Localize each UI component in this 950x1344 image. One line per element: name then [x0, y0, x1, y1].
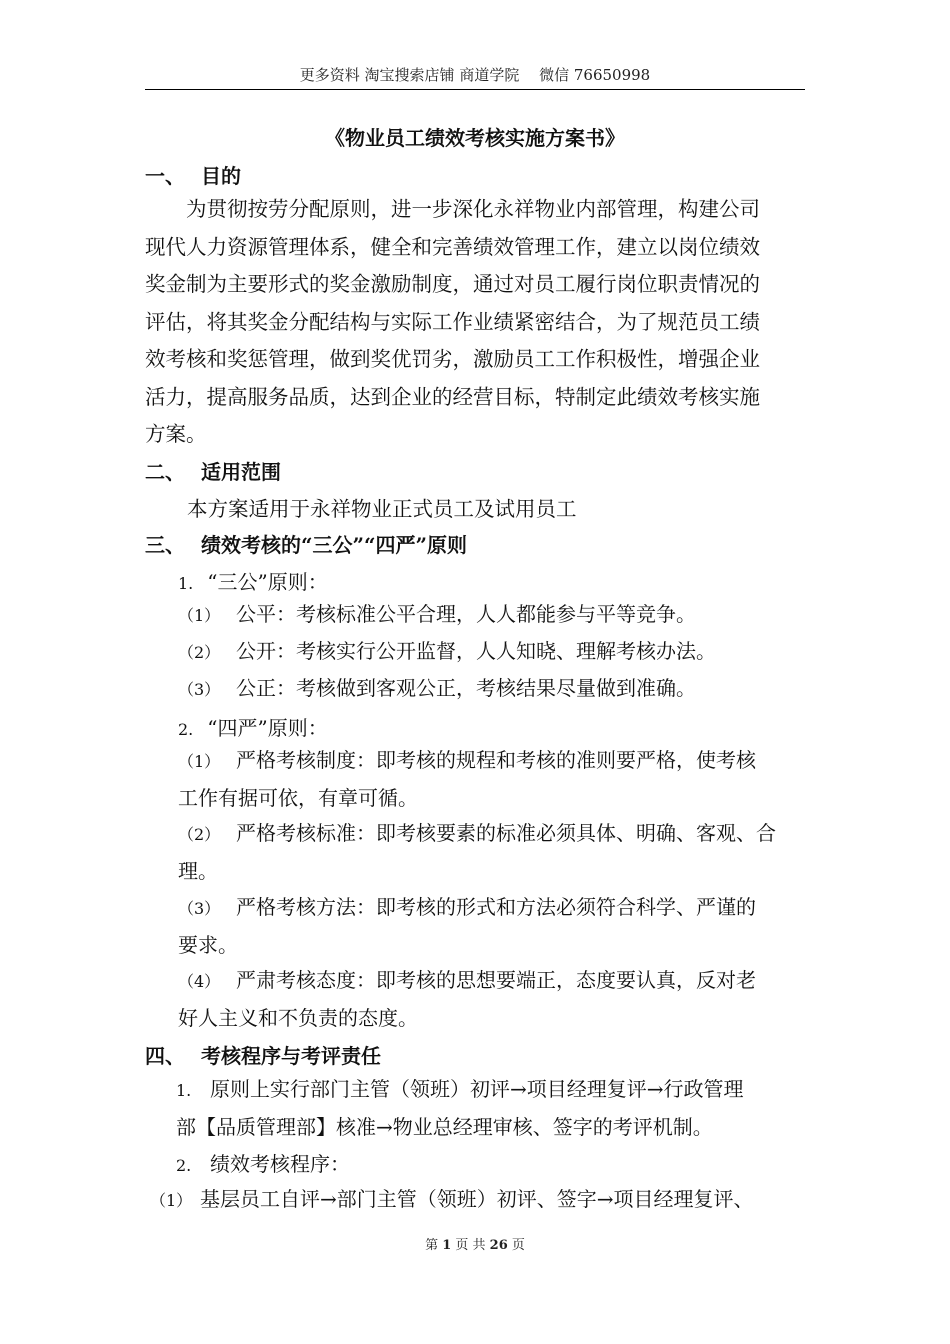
section-number: 一、 [145, 164, 185, 188]
page-header: 更多资料 淘宝搜索店铺 商道学院 微信 76650998 [145, 64, 805, 90]
section-heading-procedure [145, 1040, 381, 1069]
document-title: 《物业员工绩效考核实施方案书》 [325, 126, 625, 150]
page-total: 26 [489, 1238, 508, 1253]
purpose-paragraph [145, 191, 807, 454]
paragraph-line: 现代人力资源管理体系，健全和完善绩效管理工作，建立以岗位绩效 [145, 234, 760, 259]
procedure-item-1: 1. 原则上实行部门主管（领班）初评→项目经理复评→行政管理 部【品质管理部】核准→物业总经理审核、签字的考评机制。 [176, 1077, 744, 1139]
san-gong-heading [178, 566, 328, 595]
section-title: 绩效考核的“三公”“四严”原则 [201, 533, 468, 557]
scope-text: 本方案适用于永祥物业正式员工及试用员工 [187, 497, 577, 521]
section-heading-scope [145, 456, 281, 485]
paragraph-line: 为贯彻按劳分配原则，进一步深化永祥物业内部管理，构建公司 [145, 197, 760, 221]
list-item: （1） 公平：考核标准公平合理，人人都能参与平等竞争。 [178, 602, 696, 626]
list-item: （2） 严格考核标准：即考核要素的标准必须具体、明确、客观、合 理。 [178, 821, 776, 883]
section-number: 二、 [145, 460, 185, 484]
page-footer: 第 1 页 共 26 页 [425, 1238, 525, 1253]
section-title: 适用范围 [201, 460, 281, 484]
list-item: （3） 公正：考核做到客观公正，考核结果尽量做到准确。 [178, 676, 696, 700]
section-title: 考核程序与考评责任 [201, 1044, 381, 1068]
section-heading-purpose [145, 160, 241, 189]
si-yan-heading [178, 712, 328, 741]
procedure-item-2: 2. 绩效考核程序： [176, 1152, 350, 1176]
list-number: 1. [178, 574, 194, 593]
paragraph-line: 活力，提高服务品质，达到企业的经营目标，特制定此绩效考核实施 [145, 384, 760, 409]
paragraph-line: 奖金制为主要形式的奖金激励制度，通过对员工履行岗位职责情况的 [145, 272, 760, 296]
list-number: 2. [178, 720, 194, 739]
paragraph-line: 评估，将其奖金分配结构与实际工作业绩紧密结合，为了规范员工绩 [145, 309, 760, 334]
section-number: 四、 [145, 1044, 185, 1068]
list-item: （3） 严格考核方法：即考核的形式和方法必须符合科学、严谨的 要求。 [178, 895, 756, 957]
list-label: “三公”原则： [207, 570, 328, 594]
page-number: 1 [442, 1238, 452, 1253]
list-item: （1） 严格考核制度：即考核的规程和考核的准则要严格，使考核 工作有据可依，有章可循。 [178, 748, 756, 810]
section-heading-principles [145, 529, 467, 558]
list-label: “四严”原则： [207, 716, 328, 740]
list-item: （2） 公开：考核实行公开监督，人人知晓、理解考核办法。 [178, 639, 716, 663]
list-item: （4） 严肃考核态度：即考核的思想要端正，态度要认真，反对老 好人主义和不负责的态度。 [178, 968, 756, 1030]
procedure-item-3: （1） 基层员工自评→部门主管（领班）初评、签字→项目经理复评、 [150, 1187, 754, 1211]
section-number: 三、 [145, 533, 185, 557]
paragraph-line: 方案。 [145, 422, 207, 446]
section-title: 目的 [201, 164, 241, 188]
paragraph-line: 效考核和奖惩管理，做到奖优罚劣，激励员工工作积极性，增强企业 [145, 347, 760, 371]
